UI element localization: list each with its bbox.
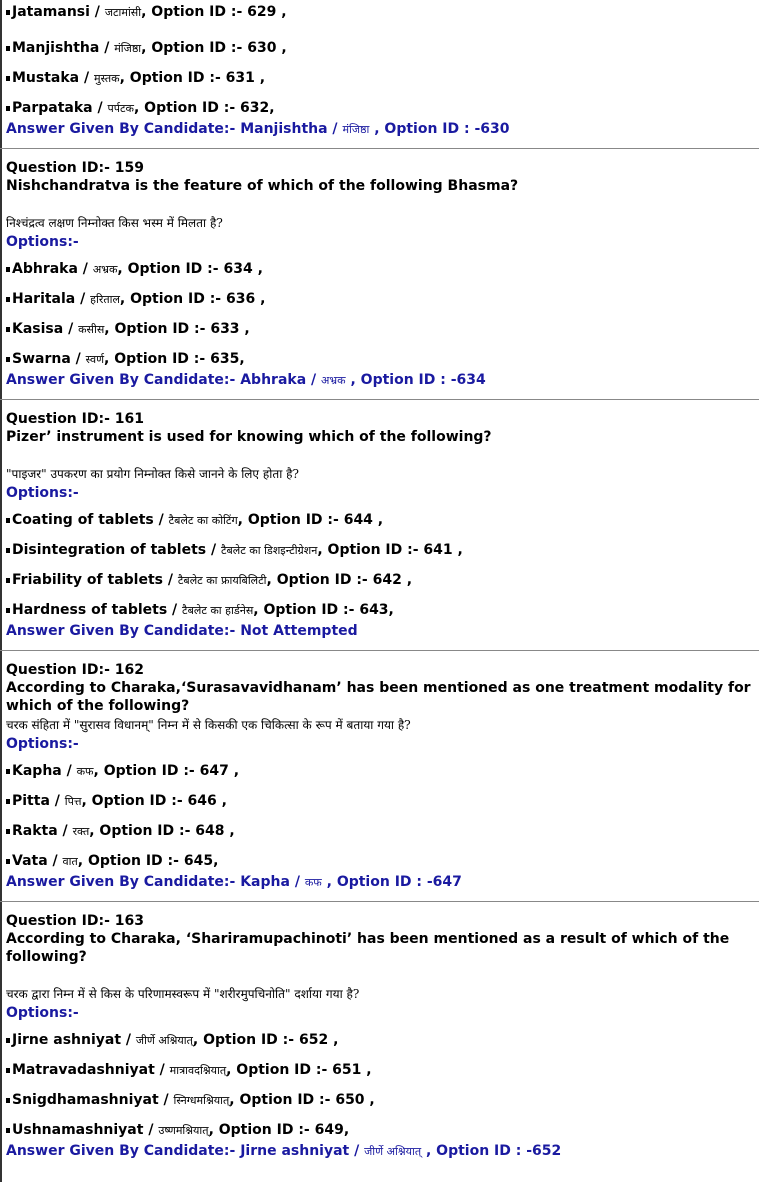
option-english: Matravadashniyat	[12, 1062, 155, 1078]
option-english: Ushnamashniyat	[12, 1122, 144, 1138]
option-item	[6, 1082, 759, 1112]
option-id-label: , Option ID :-	[226, 1062, 333, 1078]
option-id-label: , Option ID :-	[133, 100, 241, 116]
separator: /	[70, 351, 86, 367]
separator: /	[143, 1122, 159, 1138]
option-item	[6, 562, 759, 592]
question-block	[6, 410, 759, 640]
option-item	[6, 0, 759, 30]
bullet-icon	[6, 548, 10, 553]
option-id-label: , Option ID :-	[208, 1122, 315, 1138]
option-id-label: , Option ID :-	[77, 853, 184, 869]
separator: /	[79, 70, 95, 86]
option-id: 641 ,	[423, 542, 463, 558]
option-item	[6, 251, 759, 281]
separator: /	[163, 572, 178, 588]
candidate-answer: Answer Given By Candidate:- Kapha / कफ , Option ID : -647	[6, 874, 462, 890]
option-id: 635,	[210, 351, 245, 367]
option-id: 644 ,	[343, 512, 384, 528]
option-id: 636 ,	[225, 291, 266, 307]
question-text: According to Charaka, ‘Shariramupachinoti’ has been mentioned as a result of which of the following?	[6, 931, 730, 965]
option-id: 648 ,	[195, 823, 235, 839]
separator: /	[167, 602, 183, 618]
option-id: 645,	[183, 853, 219, 869]
option-id-label: , Option ID :-	[192, 1032, 299, 1048]
bullet-icon	[6, 1038, 10, 1043]
response-sheet	[6, 0, 759, 1160]
option-id: 651 ,	[332, 1062, 372, 1078]
option-item	[6, 1112, 759, 1142]
left-border	[0, 0, 2, 1182]
option-id: 632,	[240, 100, 275, 116]
question-block	[6, 159, 759, 389]
option-id: 642 ,	[372, 572, 413, 588]
separator: /	[154, 1062, 170, 1078]
option-english: Pitta	[12, 793, 50, 809]
separator: /	[63, 321, 79, 337]
option-hindi: टैबलेट का डिशइन्टीग्रेशन	[220, 544, 318, 557]
option-hindi: टैबलेट का हार्डनेस	[182, 604, 254, 617]
separator: /	[89, 4, 105, 20]
option-english: Friability of tablets	[12, 572, 163, 588]
option-english: Kapha	[12, 763, 62, 779]
option-id: 646 ,	[187, 793, 227, 809]
option-english: Coating of tablets	[12, 512, 154, 528]
bullet-icon	[6, 10, 10, 15]
separator: /	[206, 542, 221, 558]
option-item	[6, 592, 759, 622]
candidate-answer: Answer Given By Candidate:- Jirne ashniyat / जीर्णे अश्नियात् , Option ID : -652	[6, 1143, 562, 1159]
option-id-label: , Option ID :-	[266, 572, 373, 588]
options-list	[6, 0, 759, 120]
option-id: 634 ,	[223, 261, 263, 277]
bullet-icon	[6, 829, 10, 834]
option-hindi: जीर्णे अश्नियात्	[135, 1034, 193, 1047]
divider	[0, 138, 759, 159]
divider	[0, 640, 759, 661]
option-id: 650 ,	[335, 1092, 375, 1108]
option-item	[6, 502, 759, 532]
option-english: Swarna	[12, 351, 71, 367]
bullet-icon	[6, 769, 10, 774]
separator: /	[92, 100, 108, 116]
option-item	[6, 281, 759, 311]
option-id: 633 ,	[210, 321, 250, 337]
options-heading: Options:-	[6, 485, 79, 501]
option-id-label: , Option ID :-	[317, 542, 424, 558]
option-item	[6, 532, 759, 562]
separator: /	[158, 1092, 174, 1108]
separator: /	[99, 40, 115, 56]
option-english: Manjishtha	[12, 40, 100, 56]
option-hindi: पित्त	[64, 795, 82, 808]
question-block	[6, 661, 759, 891]
bullet-icon	[6, 518, 10, 523]
option-english: Disintegration of tablets	[12, 542, 207, 558]
option-id-label: , Option ID :-	[104, 351, 211, 367]
question-text: Nishchandratva is the feature of which of the following Bhasma?	[6, 178, 519, 194]
option-item	[6, 1052, 759, 1082]
option-id-label: , Option ID :-	[253, 602, 360, 618]
option-item	[6, 843, 759, 873]
separator: /	[153, 512, 169, 528]
option-id-label: , Option ID :-	[141, 4, 248, 20]
option-id: 631 ,	[225, 70, 266, 86]
option-hindi: मंजिष्ठा	[114, 42, 142, 55]
option-hindi: कसीस	[78, 323, 105, 336]
option-item	[6, 90, 759, 120]
divider	[0, 389, 759, 410]
option-hindi: पर्पटक	[107, 102, 134, 115]
option-id-label: , Option ID :-	[81, 793, 188, 809]
question-id: Question ID:- 161	[6, 411, 144, 427]
question-text-hindi: "पाइजर" उपकरण का प्रयोग निम्नोक्त किसे जानने के लिए होता है?	[6, 467, 299, 481]
option-item	[6, 813, 759, 843]
option-hindi: मुस्तक	[94, 72, 120, 85]
candidate-answer: Answer Given By Candidate:- Not Attempted	[6, 623, 358, 639]
divider	[0, 891, 759, 912]
option-id-label: , Option ID :-	[229, 1092, 336, 1108]
option-english: Hardness of tablets	[12, 602, 168, 618]
option-english: Vata	[12, 853, 48, 869]
separator: /	[75, 291, 91, 307]
bullet-icon	[6, 799, 10, 804]
bullet-icon	[6, 267, 10, 272]
bullet-icon	[6, 76, 10, 81]
bullet-icon	[6, 1068, 10, 1073]
option-hindi: रक्त	[72, 825, 90, 838]
question-tail-block	[6, 0, 759, 138]
bullet-icon	[6, 46, 10, 51]
option-id-label: , Option ID :-	[104, 321, 211, 337]
option-hindi: उष्णमश्नियात्	[158, 1124, 209, 1137]
option-id-label: , Option ID :-	[89, 823, 196, 839]
candidate-answer: Answer Given By Candidate:- Abhraka / अभ्रक , Option ID : -634	[6, 372, 486, 388]
option-hindi: अभ्रक	[92, 263, 118, 276]
option-item	[6, 30, 759, 60]
option-id-label: , Option ID :-	[119, 291, 226, 307]
question-id: Question ID:- 163	[6, 913, 144, 929]
option-id-label: , Option ID :-	[93, 763, 200, 779]
bullet-icon	[6, 1098, 10, 1103]
option-english: Mustaka	[12, 70, 80, 86]
bullet-icon	[6, 1128, 10, 1133]
options-heading: Options:-	[6, 234, 79, 250]
option-item	[6, 1022, 759, 1052]
options-heading: Options:-	[6, 1005, 79, 1021]
option-id: 649,	[314, 1122, 350, 1138]
option-english: Jatamansi	[12, 4, 90, 20]
option-english: Abhraka	[12, 261, 78, 277]
option-id: 652 ,	[298, 1032, 339, 1048]
option-id: 643,	[359, 602, 394, 618]
option-item	[6, 341, 759, 371]
option-hindi: हरिताल	[90, 293, 120, 306]
separator: /	[57, 823, 73, 839]
option-id-label: , Option ID :-	[141, 40, 248, 56]
bullet-icon	[6, 106, 10, 111]
bullet-icon	[6, 327, 10, 332]
option-english: Kasisa	[12, 321, 64, 337]
bullet-icon	[6, 357, 10, 362]
option-hindi: स्निग्धमश्नियात्	[173, 1094, 230, 1107]
option-id: 629 ,	[247, 4, 287, 20]
option-id-label: , Option ID :-	[119, 70, 226, 86]
option-hindi: स्वर्ण	[85, 353, 105, 366]
question-id: Question ID:- 159	[6, 160, 144, 176]
option-id-label: , Option ID :-	[117, 261, 224, 277]
candidate-answer: Answer Given By Candidate:- Manjishtha / मंजिष्ठा , Option ID : -630	[6, 121, 510, 137]
question-id: Question ID:- 162	[6, 662, 144, 678]
option-hindi: कफ	[76, 765, 94, 778]
question-text-hindi: निश्चंद्रत्व लक्षण निम्नोक्त किस भस्म में मिलता है?	[6, 216, 223, 230]
option-english: Snigdhamashniyat	[12, 1092, 159, 1108]
separator: /	[47, 853, 63, 869]
option-english: Jirne ashniyat	[12, 1032, 122, 1048]
option-hindi: टैबलेट का कोटिंग	[168, 514, 238, 527]
options-heading: Options:-	[6, 736, 79, 752]
bullet-icon	[6, 578, 10, 583]
option-hindi: जटामांसी	[104, 6, 142, 19]
option-english: Rakta	[12, 823, 58, 839]
option-item	[6, 311, 759, 341]
separator: /	[121, 1032, 136, 1048]
option-id: 630 ,	[247, 40, 287, 56]
separator: /	[61, 763, 77, 779]
bullet-icon	[6, 297, 10, 302]
question-text-hindi: चरक द्वारा निम्न में से किस के परिणामस्वरूप में "शरीरमुपचिनोति" दर्शाया गया है?	[6, 987, 360, 1001]
option-english: Haritala	[12, 291, 76, 307]
question-text: According to Charaka,‘Surasavavidhanam’ has been mentioned as one treatment modality for which of the following?	[6, 680, 751, 714]
question-text-hindi: चरक संहिता में "सुरासव विधानम्" निम्न में से किसकी एक चिकित्सा के रूप में बताया गया है?	[6, 718, 411, 732]
option-item	[6, 783, 759, 813]
option-english: Parpataka	[12, 100, 93, 116]
question-block	[6, 912, 759, 1160]
separator: /	[77, 261, 93, 277]
separator: /	[49, 793, 65, 809]
option-hindi: टैबलेट का फ्रायबिलिटी	[177, 574, 267, 587]
option-item	[6, 753, 759, 783]
bullet-icon	[6, 859, 10, 864]
option-hindi: मात्रावदश्नियात्	[169, 1064, 227, 1077]
option-id: 647 ,	[199, 763, 240, 779]
option-hindi: वात	[62, 855, 78, 868]
option-item	[6, 60, 759, 90]
question-text: Pizer’ instrument is used for knowing which of the following?	[6, 429, 492, 445]
bullet-icon	[6, 608, 10, 613]
option-id-label: , Option ID :-	[237, 512, 344, 528]
